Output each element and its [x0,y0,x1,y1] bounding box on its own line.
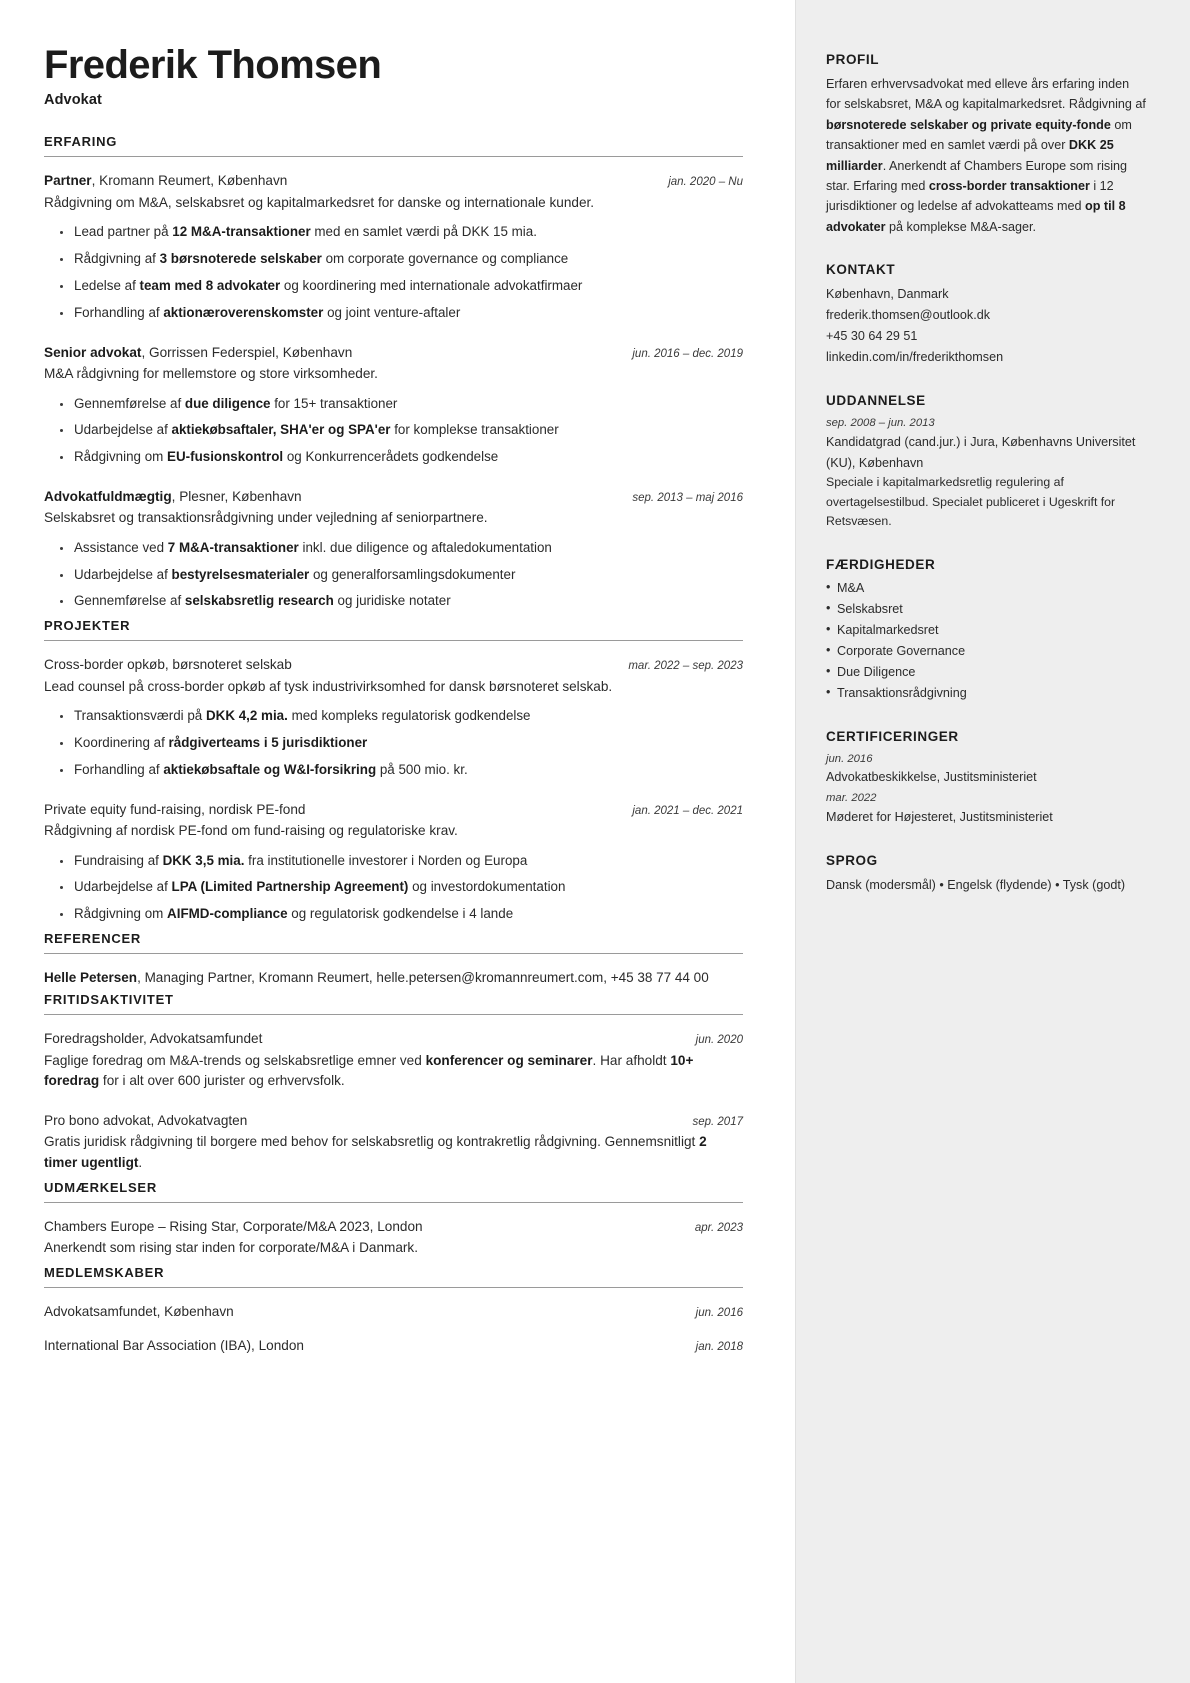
certification-item [826,790,1146,828]
entry-role: Senior advokat [44,344,142,360]
certification-date: jun. 2016 [826,752,873,765]
entry-date: apr. 2023 [694,1221,743,1234]
contact-location: København, Danmark [826,287,949,302]
membership-entry [44,1302,743,1322]
entry-description: Selskabsret og transaktionsrådgivning under vejledning af seniorpartnere. [44,510,488,526]
education-date: sep. 2008 – jun. 2013 [826,416,935,429]
entry-header [44,1302,743,1322]
education-description: Speciale i kapitalmarkedsretlig regulering af overtagelsestilbud. Specialet publiceret i Ugeskrift for Retsvæsen. [826,475,1116,529]
section-awards [44,1180,743,1259]
entry-role: Advokatfuldmægtig [44,488,172,504]
entry-bullets [44,706,743,780]
section-references [44,931,743,988]
bullet-item: Udarbejdelse af aktiekøbsaftaler, SHA'er og SPA'er for komplekse transaktioner [44,420,743,441]
bullet-item: Rådgivning af 3 børsnoterede selskaber om corporate governance og compliance [44,249,743,270]
entry-date: jan. 2021 – dec. 2021 [632,804,743,817]
bullet-item: Koordinering af rådgiverteams i 5 jurisdiktioner [44,733,743,754]
certification-title: Advokatbeskikkelse, Justitsministeriet [826,770,1037,785]
entry-date: jan. 2018 [695,1340,743,1353]
activity-description: Gratis juridisk rådgivning til borgere med behov for selskabsretlig og kontrakretlig rådgivning. Gennemsnitligt 2 timer ugentligt. [44,1134,707,1170]
section-activities [44,992,743,1173]
bullet-item: Udarbejdelse af bestyrelsesmaterialer og generalforsamlingsdokumenter [44,565,743,586]
project-entry [44,655,743,780]
sidebar [795,0,1190,1683]
project-entry-list [44,655,743,925]
section-heading-projects: PROJEKTER [44,618,131,634]
experience-entry-list [44,171,743,612]
membership-entry [44,1336,743,1356]
divider [44,953,743,954]
bullet-item: Gennemførelse af due diligence for 15+ transaktioner [44,394,743,415]
profile-bold-1: børsnoterede selskaber og private equity-fonde [826,117,1111,132]
bullet-item: Udarbejdelse af LPA (Limited Partnership Agreement) og investordokumentation [44,877,743,898]
entry-header [44,343,743,363]
contact-email[interactable]: frederik.thomsen@outlook.dk [826,308,990,323]
bullet-item: Ledelse af team med 8 advokater og koordinering med internationale advokatfirmaer [44,276,743,297]
profile-part-2: om transaktioner med en samlet værdi på over [826,117,1132,153]
sidebar-heading-education: UDDANNELSE [826,392,926,408]
bullet-item: Fundraising af DKK 3,5 mia. fra institutionelle investorer i Norden og Europa [44,851,743,872]
award-title: Chambers Europe – Rising Star, Corporate/M&A 2023, London [44,1218,423,1234]
entry-bullets [44,851,743,925]
skill-list [826,579,1146,704]
divider [44,1202,743,1203]
entry-title [44,487,618,507]
profile-part-5: på komplekse M&A-sager. [885,219,1037,234]
section-heading-memberships: MEDLEMSKABER [44,1264,165,1280]
award-entry [44,1217,743,1259]
award-entry-list [44,1217,743,1259]
page-title: Frederik Thomsen [44,43,382,87]
entry-role: Partner [44,173,92,189]
activity-entry-list [44,1029,743,1173]
section-heading-references: REFERENCER [44,930,142,946]
education-degree: Kandidatgrad (cand.jur.) i Jura, Københavns Universitet (KU), København [826,434,1136,470]
entry-company: , Kromann Reumert, København [91,173,288,189]
entry-description: Rådgivning af nordisk PE-fond om fund-raising og regulatoriske krav. [44,822,458,838]
entry-company: , Gorrissen Federspiel, København [141,344,353,360]
sidebar-section-languages [826,853,1146,896]
entry-header [44,487,743,507]
bullet-item: Gennemførelse af selskabsretlig research og juridiske notater [44,591,743,612]
entry-date: jun. 2016 – dec. 2019 [632,347,743,360]
entry-header [44,800,743,820]
profile-part-3: . Anerkendt af Chambers Europe som rising star. Erfaring med [826,158,1128,193]
sidebar-section-certifications [826,729,1146,829]
skill-item: • Corporate Governance [826,642,1146,661]
entry-description: Lead counsel på cross-border opkøb af tysk industrivirksomhed for dansk børsnoteret selskab. [44,678,613,694]
certification-date: mar. 2022 [826,792,877,805]
entry-header [44,655,743,675]
languages-text: Dansk (modersmål) • Engelsk (flydende) • Tysk (godt) [826,878,1126,893]
activity-entry [44,1111,743,1174]
bullet-item: Forhandling af aktionæroverenskomster og joint venture-aftaler [44,303,743,324]
entry-title [44,343,618,363]
sidebar-heading-skills: FÆRDIGHEDER [826,556,936,572]
sidebar-heading-profile: PROFIL [826,52,880,67]
certification-title: Møderet for Højesteret, Justitsministeriet [826,810,1053,825]
entry-date: jan. 2020 – Nu [668,176,743,189]
sidebar-heading-languages: SPROG [826,853,878,869]
divider [44,1287,743,1288]
reference-name: Helle Petersen [44,969,138,985]
sidebar-section-education [826,393,1146,532]
entry-date: sep. 2013 – maj 2016 [632,491,743,504]
section-experience [44,134,743,612]
membership-title: Advokatsamfundet, København [44,1303,234,1319]
skill-item: • Due Diligence [826,663,1146,682]
entry-header [44,1111,743,1131]
profile-bold-4: op til 8 advokater [826,199,1126,234]
bullet-item: Rådgivning om EU-fusionskontrol og Konkurrencerådets godkendelse [44,447,743,468]
activity-title: Foredragsholder, Advokatsamfundet [44,1031,263,1047]
bullet-item: Forhandling af aktiekøbsaftale og W&I-forsikring på 500 mio. kr. [44,760,743,781]
activity-entry [44,1029,743,1092]
project-entry [44,800,743,925]
job-title: Advokat [44,92,102,109]
entry-header [44,1029,743,1049]
skill-item: • M&A [826,579,1146,598]
contact-linkedin[interactable]: linkedin.com/in/frederikthomsen [826,349,1004,364]
contact-phone[interactable]: +45 30 64 29 51 [826,328,918,343]
section-heading-experience: ERFARING [44,134,118,150]
divider [44,640,743,641]
section-heading-activities: FRITIDSAKTIVITET [44,992,174,1008]
divider [44,156,743,157]
entry-company: , Plesner, København [171,488,302,504]
entry-title: Private equity fund-raising, nordisk PE-fond [44,801,306,817]
section-memberships [44,1265,743,1357]
bullet-item: Rådgivning om AIFMD-compliance og regulatorisk godkendelse i 4 lande [44,904,743,925]
award-description: Anerkendt som rising star inden for corporate/M&A i Danmark. [44,1239,418,1255]
sidebar-section-contact [826,262,1146,368]
profile-bold-3: cross-border transaktioner [928,178,1090,193]
profile-part-1: Erfaren erhvervsadvokat med elleve års erfaring inden for selskabsret, M&A og kapitalmarkedsret. Rådgivning af [826,77,1146,112]
skill-item: • Transaktionsrådgivning [826,684,1146,703]
reference-line [44,968,743,988]
entry-title [44,171,654,191]
profile-text [826,74,1146,237]
membership-entry-list [44,1302,743,1357]
entry-description: M&A rådgivning for mellemstore og store virksomheder. [44,365,378,381]
entry-header [44,171,743,191]
skill-item: • Kapitalmarkedsret [826,621,1146,640]
bullet-item: Lead partner på 12 M&A-transaktioner med en samlet værdi på DKK 15 mia. [44,222,743,243]
section-heading-awards: UDMÆRKELSER [44,1179,157,1195]
sidebar-heading-certifications: CERTIFICERINGER [826,728,959,744]
sidebar-section-profile [826,52,1146,237]
divider [44,1014,743,1015]
profile-bold-2: DKK 25 milliarder [826,138,1114,173]
experience-entry [44,343,743,468]
entry-date: jun. 2020 [695,1034,743,1047]
skill-item: • Selskabsret [826,600,1146,619]
certification-item [826,751,1146,789]
entry-title: Cross-border opkøb, børsnoteret selskab [44,657,292,673]
entry-date: mar. 2022 – sep. 2023 [628,660,743,673]
entry-header [44,1336,743,1356]
entry-date: jun. 2016 [695,1306,743,1319]
bullet-item: Transaktionsværdi på DKK 4,2 mia. med kompleks regulatorisk godkendelse [44,706,743,727]
experience-entry [44,171,743,323]
entry-bullets [44,222,743,323]
activity-title: Pro bono advokat, Advokatvagten [44,1112,248,1128]
section-projects [44,618,743,925]
sidebar-heading-contact: KONTAKT [826,262,896,278]
entry-date: sep. 2017 [692,1115,743,1128]
entry-description: Rådgivning om M&A, selskabsret og kapitalmarkedsret for danske og internationale kunder. [44,194,595,210]
profile-part-4: i 12 jurisdiktioner og ledelse af advokatteams med [826,178,1114,214]
entry-header [44,1217,743,1237]
bullet-item: Assistance ved 7 M&A-transaktioner inkl. due diligence og aftaledokumentation [44,538,743,559]
experience-entry [44,487,743,612]
certification-list [826,751,1146,829]
entry-bullets [44,394,743,468]
activity-description: Faglige foredrag om M&A-trends og selskabsretlige emner ved konferencer og seminarer. Har afholdt 10+ foredrag for i alt over 600 jurister og erhvervsfolk. [44,1052,694,1089]
entry-bullets [44,538,743,612]
reference-details: , Managing Partner, Kromann Reumert, helle.petersen@kromannreumert.com, +45 38 77 44 00 [137,969,709,985]
membership-title: International Bar Association (IBA), London [44,1337,304,1353]
sidebar-section-skills [826,557,1146,704]
